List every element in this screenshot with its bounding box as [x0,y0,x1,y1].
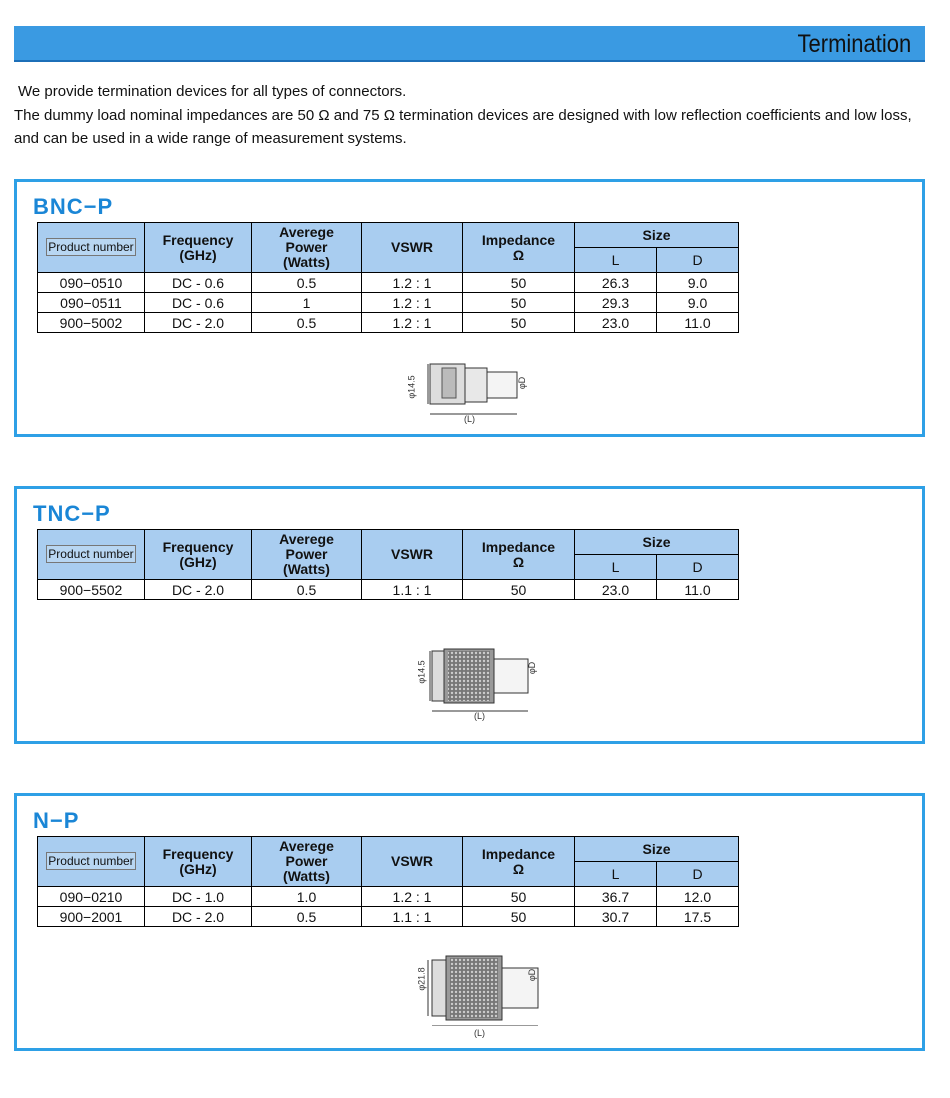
table-row [38,273,739,293]
table-row [38,580,739,600]
cell-impedance: 50 [463,907,575,927]
cell-vswr: 1.2 : 1 [362,313,463,333]
header-size-d: D [657,248,739,273]
section-title: N−P [33,808,80,833]
length-label: (L) [474,1028,485,1038]
diameter-label: φ21.8 [416,967,427,991]
header-size-d: D [657,555,739,580]
cell-impedance: 50 [463,293,575,313]
d-label: φD [527,968,538,982]
table-row [38,887,739,907]
cell-frequency: DC - 0.6 [145,273,252,293]
header-product-number: Product number [38,530,145,580]
cell-size-d: 11.0 [657,580,739,600]
section-tnc-p [14,486,925,744]
header-vswr: VSWR [362,223,463,273]
cell-vswr: 1.2 : 1 [362,273,463,293]
section-title: TNC−P [33,501,111,526]
header-impedance: Impedance Ω [463,837,575,887]
cell-impedance: 50 [463,580,575,600]
table-row [38,293,739,313]
cell-size-l: 36.7 [575,887,657,907]
cell-product-number: 900−5502 [38,580,145,600]
header-size: Size [575,837,739,862]
cell-power: 0.5 [252,580,362,600]
cell-vswr: 1.2 : 1 [362,293,463,313]
cell-product-number: 900−2001 [38,907,145,927]
page-header [14,26,925,62]
cell-size-l: 26.3 [575,273,657,293]
header-power: Averege Power (Watts) [252,837,362,887]
cell-power: 1 [252,293,362,313]
cell-power: 1.0 [252,887,362,907]
cell-impedance: 50 [463,273,575,293]
table-row [38,907,739,927]
header-size-l: L [575,248,657,273]
header-product-number: Product number [38,837,145,887]
diameter-label: φ14.5 [406,375,417,399]
connector-drawing [402,946,552,1038]
cell-product-number: 900−5002 [38,313,145,333]
d-label: φD [517,376,528,390]
header-vswr: VSWR [362,837,463,887]
spec-table [37,222,739,333]
cell-size-d: 9.0 [657,273,739,293]
cell-power: 0.5 [252,313,362,333]
cell-vswr: 1.2 : 1 [362,887,463,907]
cell-vswr: 1.1 : 1 [362,907,463,927]
cell-frequency: DC - 1.0 [145,887,252,907]
cell-frequency: DC - 0.6 [145,293,252,313]
header-frequency: Frequency (GHz) [145,837,252,887]
cell-impedance: 50 [463,313,575,333]
header-size-d: D [657,862,739,887]
connector-drawing [402,639,552,724]
header-frequency: Frequency (GHz) [145,223,252,273]
connector-drawing [392,354,542,439]
header-vswr: VSWR [362,530,463,580]
header-size: Size [575,530,739,555]
spec-table [37,836,739,927]
cell-frequency: DC - 2.0 [145,313,252,333]
intro-line-1: We provide termination devices for all types of connectors. [18,83,407,100]
cell-size-l: 23.0 [575,580,657,600]
section-title: BNC−P [33,194,114,219]
cell-product-number: 090−0511 [38,293,145,313]
header-impedance: Impedance Ω [463,530,575,580]
cell-power: 0.5 [252,273,362,293]
spec-table [37,529,739,600]
cell-size-d: 12.0 [657,887,739,907]
cell-size-l: 30.7 [575,907,657,927]
header-size-l: L [575,555,657,580]
header-impedance: Impedance Ω [463,223,575,273]
cell-size-d: 17.5 [657,907,739,927]
cell-product-number: 090−0510 [38,273,145,293]
cell-impedance: 50 [463,887,575,907]
cell-size-d: 9.0 [657,293,739,313]
table-row [38,313,739,333]
length-label: (L) [464,414,475,424]
diameter-label: φ14.5 [416,660,427,684]
cell-frequency: DC - 2.0 [145,907,252,927]
section-n-p [14,793,925,1051]
cell-size-d: 11.0 [657,313,739,333]
d-label: φD [527,661,538,675]
page-title: Termination [797,30,911,58]
cell-size-l: 29.3 [575,293,657,313]
header-size-l: L [575,862,657,887]
cell-frequency: DC - 2.0 [145,580,252,600]
length-label: (L) [474,711,485,721]
header-power: Averege Power (Watts) [252,223,362,273]
cell-power: 0.5 [252,907,362,927]
cell-product-number: 090−0210 [38,887,145,907]
section-bnc-p [14,179,925,437]
intro-text [14,80,934,151]
header-product-number: Product number [38,223,145,273]
intro-line-2: The dummy load nominal impedances are 50 Ω and 75 Ω termination devices are designed with low reflection coefficients and low loss, and can be used in a wide range of measurement systems. [14,106,912,147]
header-frequency: Frequency (GHz) [145,530,252,580]
header-power: Averege Power (Watts) [252,530,362,580]
cell-vswr: 1.1 : 1 [362,580,463,600]
cell-size-l: 23.0 [575,313,657,333]
header-size: Size [575,223,739,248]
